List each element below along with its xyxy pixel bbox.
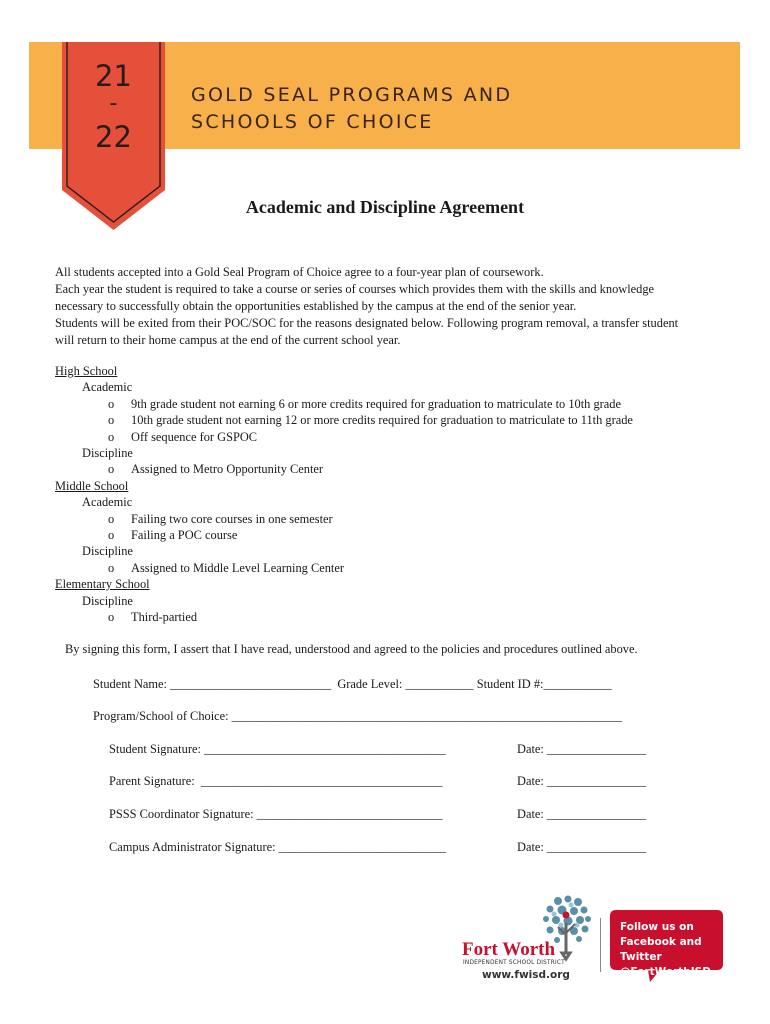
discipline-label: Discipline: [82, 593, 133, 608]
student-info-line[interactable]: Student Name: __________________________ Grade Level: ___________ Student ID #:___________: [93, 677, 612, 691]
program-line[interactable]: Program/School of Choice: _______________________________________________________________: [93, 709, 622, 723]
academic-label: Academic: [82, 380, 133, 395]
list-item: o Third-partied: [108, 610, 198, 625]
list-item: o Off sequence for GSPOC: [108, 429, 258, 444]
footer-divider: [600, 918, 601, 972]
list-item: o Assigned to Middle Level Learning Center: [108, 560, 344, 575]
logo-url[interactable]: www.fwisd.org: [482, 969, 570, 981]
coordinator-signature-field[interactable]: PSSS Coordinator Signature: ______________________________: [109, 807, 443, 821]
bullet-icon: o: [108, 528, 115, 543]
intro-line: All students accepted into a Gold Seal Program of Choice agree to a four-year plan of coursework.: [55, 265, 544, 279]
list-item: o Failing two core courses in one semester: [108, 511, 333, 526]
bullet-icon: o: [108, 462, 115, 477]
banner-title-line2: SCHOOLS OF CHOICE: [191, 111, 434, 133]
document-title: Academic and Discipline Agreement: [245, 197, 525, 217]
year-top: 21: [95, 59, 132, 93]
intro-line: necessary to successfully obtain the opportunities established by the campus at the end of the senior year.: [55, 299, 577, 313]
student-signature-field[interactable]: Student Signature: _______________________________________: [109, 742, 446, 756]
bullet-icon: o: [108, 396, 115, 411]
social-callout[interactable]: [610, 910, 725, 980]
date-field[interactable]: Date: ________________: [517, 742, 647, 756]
fort-worth-isd-logo: [458, 893, 610, 988]
social-text: Follow us on Facebook and Twitter @FortWorthISD: [620, 921, 711, 978]
bullet-icon: o: [108, 560, 115, 575]
intro-line: Students will be exited from their POC/SOC for the reasons designated below. Following program removal, a transfer student: [55, 316, 679, 330]
date-field[interactable]: Date: ________________: [517, 807, 647, 821]
list-item: o Failing a POC course: [108, 528, 238, 543]
intro-line: Each year the student is required to take a course or series of courses which provides them with the skills and knowledge: [55, 282, 655, 296]
date-field[interactable]: Date: ________________: [517, 774, 647, 788]
year-bottom: 22: [95, 120, 132, 154]
admin-signature-field[interactable]: Campus Administrator Signature: ___________________________: [109, 840, 446, 854]
exit-criteria-list: [55, 363, 633, 626]
logo-subtitle: INDEPENDENT SCHOOL DISTRICT: [463, 960, 565, 966]
academic-label: Academic: [82, 495, 133, 510]
logo-name: Fort Worth: [462, 939, 556, 960]
middle-school-heading: Middle School: [55, 478, 129, 493]
banner-title-line1: GOLD SEAL PROGRAMS AND: [191, 84, 513, 106]
list-item: o Assigned to Metro Opportunity Center: [108, 462, 324, 477]
banner-title: [191, 82, 512, 136]
bullet-icon: o: [108, 413, 115, 428]
elementary-school-heading: Elementary School: [55, 577, 150, 592]
intro-line: will return to their home campus at the end of the current school year.: [55, 333, 401, 347]
list-item: o 10th grade student not earning 12 or more credits required for graduation to matriculate to 11th grade: [108, 413, 633, 428]
discipline-label: Discipline: [82, 446, 133, 461]
bullet-icon: o: [108, 610, 115, 625]
intro-paragraph: [55, 264, 760, 349]
date-field[interactable]: Date: ________________: [517, 840, 647, 854]
high-school-heading: High School: [55, 364, 118, 378]
bullet-icon: o: [108, 511, 115, 526]
year-dash: -: [109, 91, 118, 116]
assertion-statement: By signing this form, I assert that I have read, understood and agreed to the policies and procedures outlined above.: [65, 642, 638, 656]
bullet-icon: o: [108, 429, 115, 444]
discipline-label: Discipline: [82, 544, 133, 559]
parent-signature-field[interactable]: Parent Signature: _______________________________________: [109, 774, 443, 788]
list-item: o 9th grade student not earning 6 or more credits required for graduation to matriculate to 10th grade: [108, 396, 621, 411]
